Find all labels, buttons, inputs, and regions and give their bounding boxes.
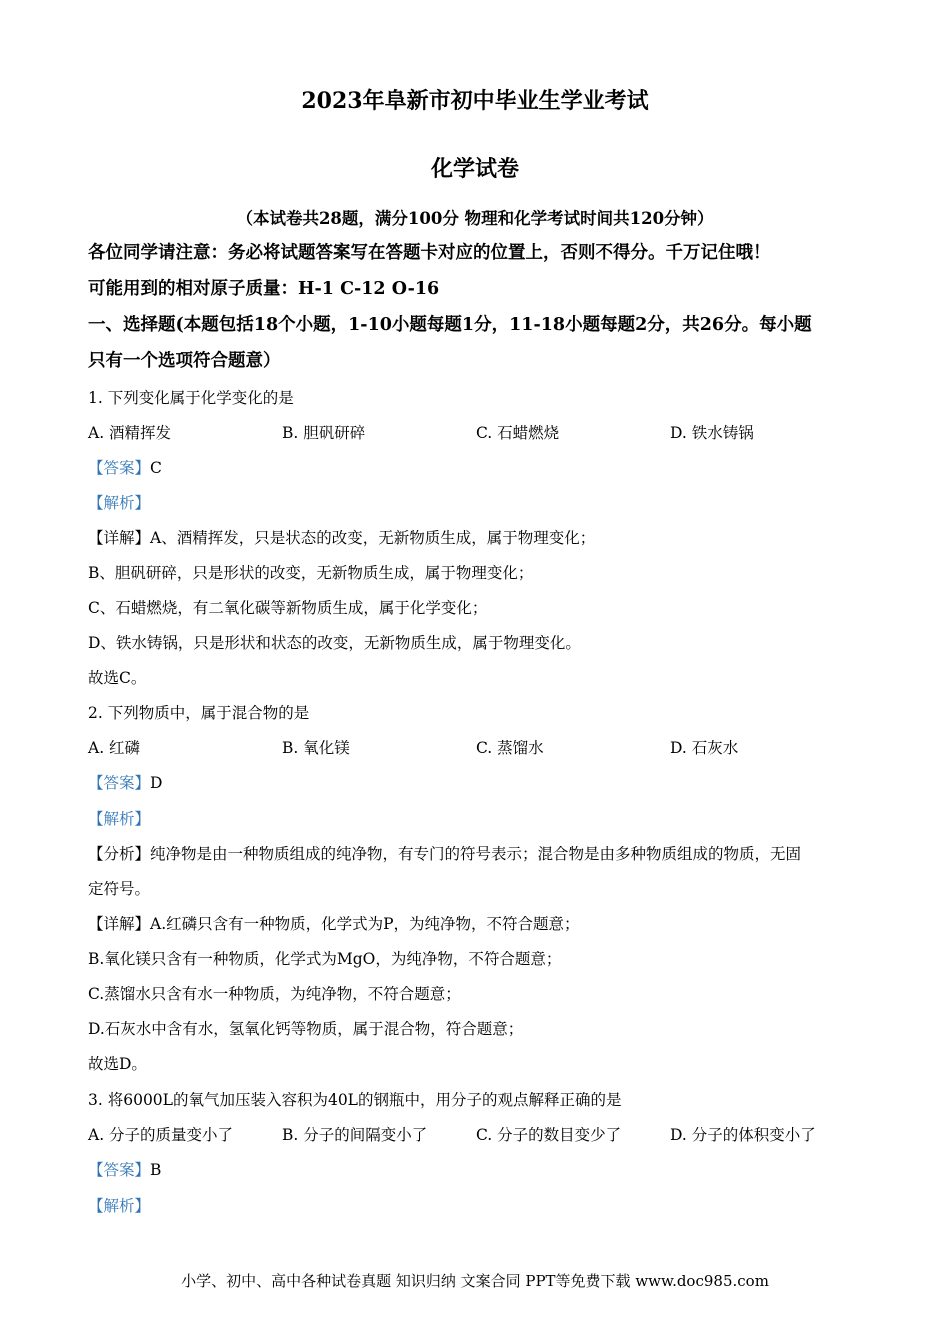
question-3-analysis-tag: 【解析】 (88, 1197, 151, 1215)
question-3-option-b: B. 分子的间隔变小了 (282, 1126, 428, 1144)
question-2-stem: 2. 下列物质中，属于混合物的是 (88, 704, 310, 722)
exam-note: （本试卷共28题，满分100分 物理和化学考试时间共120分钟） (236, 209, 714, 228)
question-2-analysis-tag: 【解析】 (88, 810, 151, 828)
exam-title: 2023年阜新市初中毕业生学业考试 (301, 88, 649, 114)
question-1-option-c: C. 石蜡燃烧 (476, 424, 560, 442)
section-heading: 一、选择题(本题包括18个小题，1-10小题每题1分，11-18小题每题2分，共26分。每小题 (88, 315, 812, 335)
question-2-option-d: D. 石灰水 (670, 739, 739, 757)
question-1-explanation: D、铁水铸锅，只是形状和状态的改变，无新物质生成，属于物理变化。 (88, 634, 581, 652)
question-1-explanation: C、石蜡燃烧，有二氧化碳等新物质生成，属于化学变化； (88, 599, 488, 617)
question-2-option-c: C. 蒸馏水 (476, 739, 544, 757)
question-2-explanation: 【分析】纯净物是由一种物质组成的纯净物，有专门的符号表示；混合物是由多种物质组成的物质，无固 (88, 845, 802, 863)
question-3-option-c: C. 分子的数目变少了 (476, 1126, 622, 1144)
answer-tag: 【答案】 (88, 459, 151, 477)
question-1-option-b: B. 胆矾研碎 (282, 424, 366, 442)
question-3-option-a: A. 分子的质量变小了 (88, 1126, 234, 1144)
section-heading-cont: 只有一个选项符合题意） (88, 351, 281, 371)
exam-subtitle: 化学试卷 (430, 156, 519, 182)
answer-tag: 【答案】 (88, 774, 151, 792)
answer-tag: 【答案】 (88, 1161, 151, 1179)
question-1-conclusion: 故选C。 (88, 669, 147, 687)
page-footer: 小学、初中、高中各种试卷真题 知识归纳 文案合同 PPT等免费下载 www.doc985.com (181, 1272, 769, 1290)
question-1-explanation: 【详解】A、酒精挥发，只是状态的改变，无新物质生成，属于物理变化； (88, 529, 596, 547)
question-1-explanation: B、胆矾研碎，只是形状的改变，无新物质生成，属于物理变化； (88, 564, 534, 582)
question-2-explanation: 定符号。 (88, 880, 151, 898)
question-2-explanation: B.氧化镁只含有一种物质，化学式为MgO，为纯净物，不符合题意； (88, 950, 562, 968)
question-1-option-d: D. 铁水铸锅 (670, 424, 754, 442)
question-3-answer (88, 1159, 161, 1181)
question-1-analysis-tag: 【解析】 (88, 494, 151, 512)
question-3-stem: 3. 将6000L的氧气加压装入容积为40L的钢瓶中，用分子的观点解释正确的是 (88, 1091, 622, 1109)
question-2-explanation: 【详解】A.红磷只含有一种物质，化学式为P，为纯净物，不符合题意； (88, 915, 580, 933)
notice: 各位同学请注意：务必将试题答案写在答题卡对应的位置上，否则不得分。千万记住哦！ (88, 243, 771, 263)
question-1-answer (88, 457, 162, 479)
atomic-mass: 可能用到的相对原子质量：H-1 C-12 O-16 (88, 279, 440, 299)
question-3-option-d: D. 分子的体积变小了 (670, 1126, 816, 1144)
question-2-answer (88, 772, 162, 794)
question-2-explanation: C.蒸馏水只含有水一种物质，为纯净物，不符合题意； (88, 985, 461, 1003)
question-1-stem: 1. 下列变化属于化学变化的是 (88, 389, 294, 407)
question-2-explanation: D.石灰水中含有水，氢氧化钙等物质，属于混合物，符合题意； (88, 1020, 524, 1038)
question-2-conclusion: 故选D。 (88, 1055, 147, 1073)
question-2-option-b: B. 氧化镁 (282, 739, 350, 757)
question-2-option-a: A. 红磷 (88, 739, 141, 757)
question-1-option-a: A. 酒精挥发 (88, 424, 172, 442)
answer-value: B (150, 1161, 162, 1179)
answer-value: D (150, 774, 163, 792)
answer-value: C (150, 459, 162, 477)
